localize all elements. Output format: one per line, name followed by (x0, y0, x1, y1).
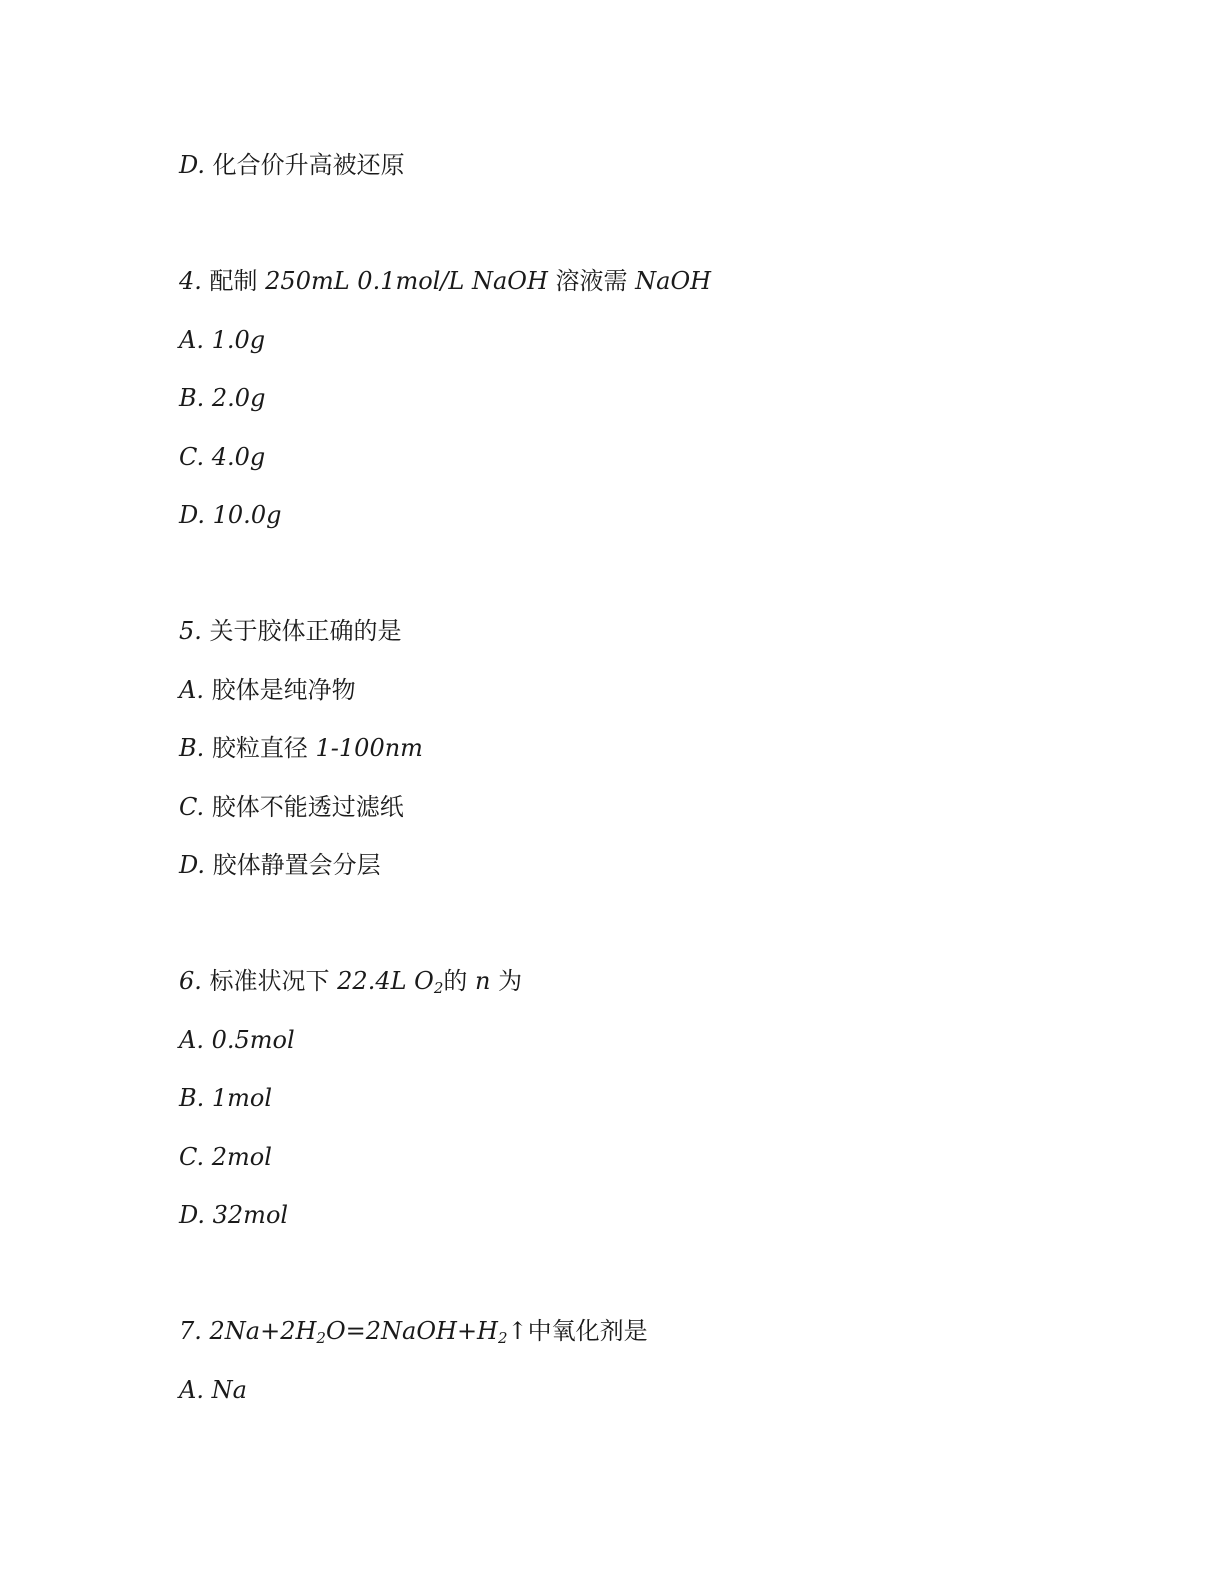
text-run: n (467, 967, 499, 995)
text-run: 250mL 0.1mol/L NaOH (257, 267, 556, 295)
text-run: 标准状况下 (209, 967, 330, 995)
option-7a (179, 1375, 247, 1405)
text-run: A. 0.5mol (179, 1026, 295, 1054)
text-run: A. 1.0g (179, 326, 266, 354)
option-4d (179, 500, 281, 530)
subscript: 2 (433, 979, 444, 997)
text-run: 化合价升高被还原 (212, 151, 405, 179)
option-3d (179, 150, 405, 180)
text-run: 胶体静置会分层 (212, 851, 381, 879)
text-run: B. 1mol (179, 1084, 273, 1112)
option-6c (179, 1142, 272, 1172)
text-run: 胶体是纯净物 (211, 676, 356, 704)
text-run: A. Na (179, 1376, 247, 1404)
text-run: C. 2mol (179, 1143, 272, 1171)
text-run: 的 (443, 967, 468, 995)
text-run: 1-100nm (307, 734, 423, 762)
text-run: 5. (179, 617, 210, 645)
text-run: B. (179, 734, 212, 762)
text-run: D. (179, 851, 213, 879)
option-4b (179, 383, 265, 413)
text-run: B. 2.0g (179, 384, 266, 412)
text-run: D. 32mol (179, 1201, 289, 1229)
text-run: 胶体不能透过滤纸 (211, 793, 404, 821)
text-run: C. (179, 793, 212, 821)
subscript: 2 (497, 1329, 508, 1347)
option-4c (179, 442, 265, 472)
text-run: 4. (179, 267, 210, 295)
option-6b (179, 1083, 272, 1113)
text-run: D. 10.0g (179, 501, 282, 529)
question-4 (179, 266, 711, 296)
text-run: C. 4.0g (179, 443, 266, 471)
text-run: 溶液需 (555, 267, 628, 295)
text-run: 中氧化剂是 (527, 1317, 648, 1345)
text-run: D. (179, 151, 213, 179)
text-run: 22.4L O (329, 967, 434, 995)
text-run: 关于胶体正确的是 (209, 617, 402, 645)
option-4a (179, 325, 265, 355)
text-run: 胶粒直径 (211, 734, 308, 762)
text-run: ↑ (507, 1317, 528, 1345)
option-6d (179, 1200, 288, 1230)
option-5a (179, 675, 356, 705)
text-run: 7. 2Na+2H (179, 1317, 317, 1345)
text-run: O=2NaOH+H (325, 1317, 498, 1345)
question-7 (179, 1316, 648, 1346)
text-run: 配制 (209, 267, 258, 295)
text-run: 6. (179, 967, 210, 995)
text-run: 为 (498, 967, 523, 995)
option-5c (179, 792, 404, 822)
text-run: A. (179, 676, 212, 704)
option-6a (179, 1025, 295, 1055)
question-5 (179, 616, 402, 646)
text-run: NaOH (627, 267, 712, 295)
option-5b (179, 733, 423, 763)
question-6 (179, 966, 522, 996)
option-5d (179, 850, 381, 880)
subscript: 2 (316, 1329, 326, 1347)
